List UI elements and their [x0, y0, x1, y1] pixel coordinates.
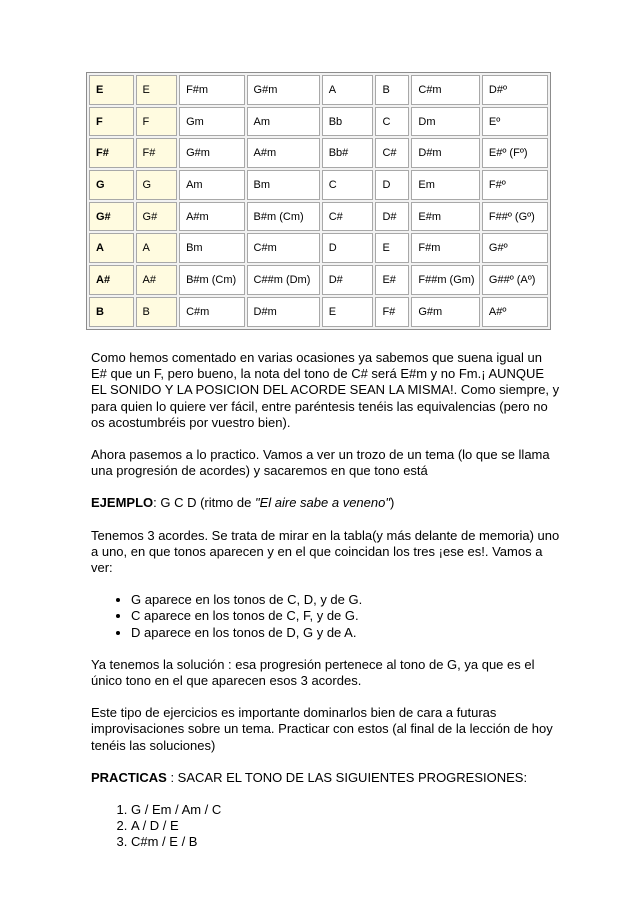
tonic-cell: G	[136, 170, 178, 200]
exercise-item: 3. C#m / E / B	[131, 834, 561, 850]
chord-cell: C#m	[179, 297, 244, 327]
tonic-cell: A	[136, 233, 178, 263]
chord-cell: D#m	[411, 138, 480, 168]
chord-cell: C	[375, 107, 409, 137]
paragraph-solution: Ya tenemos la solución : esa progresión pertenece al tono de G, ya que es el único tono en el que aparecen esos 3 acordes.	[91, 656, 535, 689]
practice-text: : SACAR EL TONO DE LAS SIGUIENTES PROGRESIONES:	[166, 769, 528, 785]
tonic-cell: A#	[136, 265, 178, 295]
chord-cell: C	[322, 170, 374, 200]
chord-cell: E#	[375, 265, 409, 295]
key-cell: G	[89, 170, 134, 200]
chord-cell: G#m	[247, 75, 320, 105]
example-text: : G C D (ritmo de	[153, 495, 255, 511]
chord-cell: Dm	[411, 107, 480, 137]
chord-cell: F#m	[411, 233, 480, 263]
chord-cell: A#m	[247, 138, 320, 168]
chord-cell: B#m (Cm)	[247, 202, 320, 232]
paragraph-example	[91, 495, 561, 511]
chord-table-body	[89, 75, 548, 327]
table-row	[89, 107, 548, 137]
chord-cell: Bb	[322, 107, 374, 137]
key-cell: B	[89, 297, 134, 327]
chord-cell: Bm	[179, 233, 244, 263]
chord-cell: C#m	[411, 75, 480, 105]
bullet-item: • G aparece en los tonos de C, D, y de G.	[131, 592, 561, 608]
exercise-list	[91, 802, 561, 851]
chord-cell: B	[375, 75, 409, 105]
tonic-cell: F#	[136, 138, 178, 168]
chord-cell: A#º	[482, 297, 548, 327]
chord-cell: A	[322, 75, 374, 105]
chord-cell: G#º	[482, 233, 548, 263]
chord-cell: F#º	[482, 170, 548, 200]
chord-cell: F##º (Gº)	[482, 202, 548, 232]
chord-cell: C#	[322, 202, 374, 232]
table-row	[89, 265, 548, 295]
chord-cell: B#m (Cm)	[179, 265, 244, 295]
chord-cell: A#m	[179, 202, 244, 232]
chord-cell: C#m	[247, 233, 320, 263]
chord-cell: E	[322, 297, 374, 327]
chord-cell: D	[375, 170, 409, 200]
example-song: "El aire sabe a veneno"	[254, 495, 390, 511]
chord-cell: E#º (Fº)	[482, 138, 548, 168]
paragraph-advice: Este tipo de ejercicios es importante dominarlos bien de cara a futuras improvisaciones sobre un tema. Practicar con estos (al final de la lección de hoy tenéis las soluciones)	[91, 705, 553, 753]
key-cell: A	[89, 233, 134, 263]
bullet-item: • C aparece en los tonos de C, F, y de G.	[131, 608, 561, 624]
chord-cell: G#m	[179, 138, 244, 168]
chord-table	[86, 72, 551, 330]
chord-cell: F#m	[179, 75, 244, 105]
table-row	[89, 170, 548, 200]
chord-cell: F#	[375, 297, 409, 327]
bullet-list	[91, 592, 561, 641]
tonic-cell: F	[136, 107, 178, 137]
paragraph-enharmonic: Como hemos comentado en varias ocasiones ya sabemos que suena igual un E# que un F, pero bueno, la nota del tono de C# será E#m y no Fm.¡ AUNQUE EL SONIDO Y LA POSICION DEL ACORDE SEAN LA MISMA!. Como siempre, y para quien lo quiere ver fácil, entre paréntesis tenéis las equivalencias (pero no os acostumbréis por vuestro bien).	[91, 350, 560, 430]
table-row	[89, 233, 548, 263]
lesson-content	[91, 350, 561, 867]
chord-cell: D#º	[482, 75, 548, 105]
key-cell: G#	[89, 202, 134, 232]
bullet-item: • D aparece en los tonos de D, G y de A.	[131, 625, 561, 641]
table-row	[89, 75, 548, 105]
chord-cell: C##m (Dm)	[247, 265, 320, 295]
chord-cell: Am	[179, 170, 244, 200]
key-cell: E	[89, 75, 134, 105]
exercise-item: 1. G / Em / Am / C	[131, 802, 561, 818]
paragraph-method: Tenemos 3 acordes. Se trata de mirar en la tabla(y más delante de memoria) uno a uno, en que tonos aparecen y en el que coincidan los tres ¡ese es!. Vamos a ver:	[91, 527, 560, 576]
tonic-cell: B	[136, 297, 178, 327]
chord-cell: G#m	[411, 297, 480, 327]
chord-cell: D#	[322, 265, 374, 295]
chord-cell: E	[375, 233, 409, 263]
chord-cell: D#	[375, 202, 409, 232]
chord-cell: Eº	[482, 107, 548, 137]
table-row	[89, 138, 548, 168]
exercise-item: 2. A / D / E	[131, 818, 561, 834]
table-row	[89, 202, 548, 232]
chord-cell: Gm	[179, 107, 244, 137]
paragraph-practice-heading	[91, 770, 561, 786]
key-cell: A#	[89, 265, 134, 295]
chord-cell: Bb#	[322, 138, 374, 168]
key-cell: F	[89, 107, 134, 137]
chord-cell: E#m	[411, 202, 480, 232]
table-row	[89, 297, 548, 327]
example-label: EJEMPLO	[91, 495, 154, 511]
chord-cell: D#m	[247, 297, 320, 327]
chord-cell: Bm	[247, 170, 320, 200]
chord-cell: Em	[411, 170, 480, 200]
example-close: )	[389, 495, 395, 511]
tonic-cell: G#	[136, 202, 178, 232]
tonic-cell: E	[136, 75, 178, 105]
chord-cell: D	[322, 233, 374, 263]
chord-cell: Am	[247, 107, 320, 137]
paragraph-practice-intro: Ahora pasemos a lo practico. Vamos a ver un trozo de un tema (lo que se llama una progresión de acordes) y sacaremos en que tono está	[91, 447, 550, 479]
key-cell: F#	[89, 138, 134, 168]
chord-cell: F##m (Gm)	[411, 265, 480, 295]
chord-cell: C#	[375, 138, 409, 168]
chord-cell: G##º (Aº)	[482, 265, 548, 295]
practice-label: PRACTICAS	[91, 769, 167, 785]
